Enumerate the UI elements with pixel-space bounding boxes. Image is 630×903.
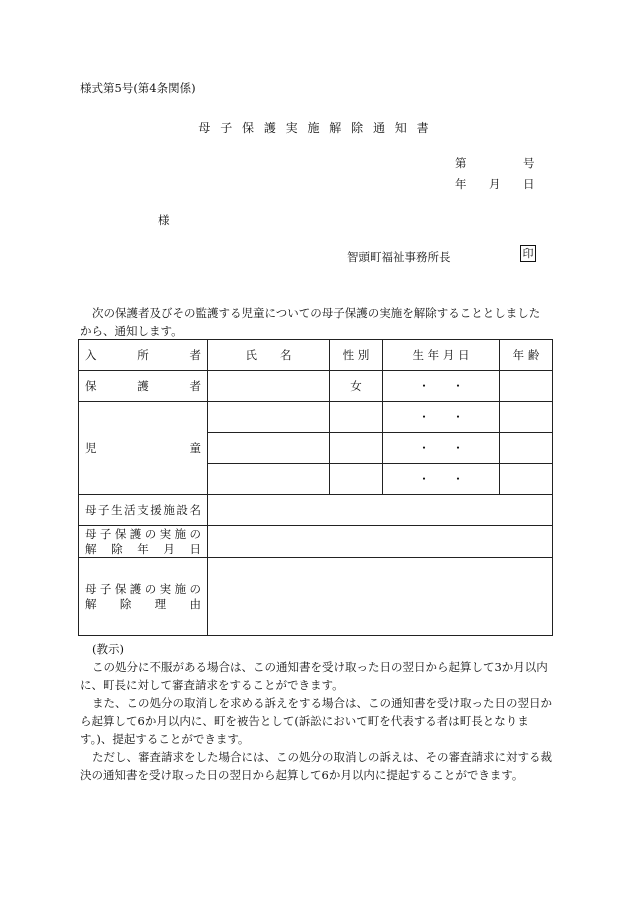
child-name-cell[interactable] bbox=[208, 402, 330, 433]
seal-mark: 印 bbox=[520, 245, 536, 262]
facility-row bbox=[79, 495, 553, 526]
child-birthdate-cell[interactable]: ・ ・ bbox=[383, 402, 500, 433]
header-sex: 性 別 bbox=[330, 340, 383, 371]
instructions-heading: (教示) bbox=[92, 642, 124, 656]
header-name: 氏 名 bbox=[208, 340, 330, 371]
date-month: 月 bbox=[489, 177, 501, 191]
release-reason-value-cell[interactable] bbox=[208, 558, 553, 636]
guardian-name-cell[interactable] bbox=[208, 371, 330, 402]
child-sex-cell[interactable] bbox=[330, 464, 383, 495]
child-name-cell[interactable] bbox=[208, 433, 330, 464]
guardian-age-cell[interactable] bbox=[500, 371, 553, 402]
header-birthdate: 生 年 月 日 bbox=[383, 340, 500, 371]
form-label: 様式第5号(第4条関係) bbox=[80, 81, 196, 95]
child-row bbox=[79, 402, 553, 433]
instructions-paragraph: また、この処分の取消しを求める訴えをする場合は、この通知書を受け取った日の翌日から起算して6か月以内に、町を被告として(訴訟において町を代表する者は町長となります。)、提起することができます。 bbox=[80, 696, 552, 746]
document-title: 母 子 保 護 実 施 解 除 通 知 書 bbox=[198, 121, 432, 135]
date-year: 年 bbox=[455, 177, 467, 191]
header-age: 年 齢 bbox=[500, 340, 553, 371]
child-sex-cell[interactable] bbox=[330, 433, 383, 464]
child-birthdate-cell[interactable]: ・ ・ bbox=[383, 433, 500, 464]
release-date-label: 母子保護の実施の 解除年月日 bbox=[79, 526, 208, 558]
release-table bbox=[78, 339, 553, 636]
child-name-cell[interactable] bbox=[208, 464, 330, 495]
number-go: 号 bbox=[523, 156, 535, 170]
child-birthdate-cell[interactable]: ・ ・ bbox=[383, 464, 500, 495]
child-label: 児 童 bbox=[79, 402, 208, 495]
instructions-section bbox=[80, 640, 554, 784]
table-header-row bbox=[79, 340, 553, 371]
header-resident: 入 所 者 bbox=[79, 340, 208, 371]
release-reason-row bbox=[79, 558, 553, 636]
addressee-suffix: 様 bbox=[158, 213, 170, 227]
facility-value-cell[interactable] bbox=[208, 495, 553, 526]
instructions-paragraph: この処分に不服がある場合は、この通知書を受け取った日の翌日から起算して3か月以内に、町長に対して審査請求をすることができます。 bbox=[80, 660, 548, 692]
guardian-sex-cell: 女 bbox=[330, 371, 383, 402]
release-date-row bbox=[79, 526, 553, 558]
issuer-name: 智頭町福祉事務所長 bbox=[347, 250, 451, 264]
guardian-birthdate-cell[interactable]: ・ ・ bbox=[383, 371, 500, 402]
guardian-row bbox=[79, 371, 553, 402]
release-reason-label: 母子保護の実施の 解除理由 bbox=[79, 558, 208, 636]
release-date-value-cell[interactable] bbox=[208, 526, 553, 558]
child-sex-cell[interactable] bbox=[330, 402, 383, 433]
child-age-cell[interactable] bbox=[500, 402, 553, 433]
child-age-cell[interactable] bbox=[500, 433, 553, 464]
instructions-paragraph: ただし、審査請求をした場合には、この処分の取消しの訴えは、その審査請求に対する裁決の通知書を受け取った日の翌日から起算して6か月以内に提起することができます。 bbox=[80, 750, 552, 782]
date-day: 日 bbox=[523, 177, 535, 191]
guardian-label: 保 護 者 bbox=[79, 371, 208, 402]
intro-text: 次の保護者及びその監護する児童についての母子保護の実施を解除することとしましたから、通知します。 bbox=[80, 306, 541, 338]
child-age-cell[interactable] bbox=[500, 464, 553, 495]
number-dai: 第 bbox=[455, 156, 467, 170]
facility-label: 母子生活支援施設名 bbox=[79, 495, 208, 526]
